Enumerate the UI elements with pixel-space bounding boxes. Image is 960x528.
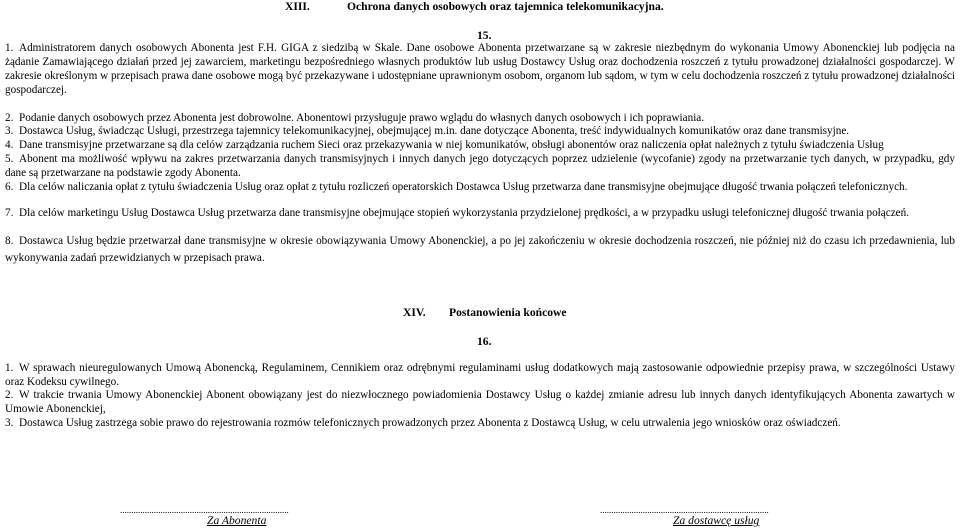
item-number: 1. <box>5 42 14 54</box>
item-text: W sprawach nieuregulowanych Umową Abonencką, Regulaminem, Cennikiem oraz odrębnymi regulaminami usług dodatkowych mają zastosowanie odpowiednie przepisy prawa, w szczególności Ustawy oraz Kodeksu cywilnego. <box>5 362 955 388</box>
item-number: 3. <box>5 125 14 137</box>
item-number: 5. <box>5 153 14 165</box>
item-text: Dostawca Usług, świadcząc Usługi, przestrzega tajemnicy telekomunikacyjnej, obejmującej m.in. dane dotyczące Abonenta, treść indywidualnych komunikatów oraz dane transmisyjne. <box>19 125 850 137</box>
list-item <box>5 41 955 97</box>
item-number: 2. <box>5 112 14 124</box>
list-item <box>5 416 955 430</box>
item-number: 4. <box>5 139 14 151</box>
item-text: Dostawca Usług będzie przetwarzał dane transmisyjne w okresie obowiązywania Umowy Abonenckiej, a po jej zakończeniu w okresie dochodzenia roszczeń, nie później niż do czasu ich przedawnienia, lub wykonywania zadań przewidzianych w przepisach prawa. <box>5 235 955 264</box>
item-text: Abonent ma możliwość wpływu na zakres przetwarzania danych transmisyjnych i innych danych jego dotyczących poprzez udzielenie (wycofanie) zgody na przetwarzanie tych danych, w przypadku, gdy dane są przetwarzane na podstawie zgody Abonenta. <box>5 153 955 179</box>
signature-line-right: ........................................................................... <box>600 505 769 515</box>
item-number: 6. <box>5 181 14 193</box>
item-text: Dostawca Usług zastrzega sobie prawo do rejestrowania rozmów telefonicznych prowadzonych przez Abonenta z Dostawcą Usług, w celu utrwalenia jego wniosków oraz oświadczeń. <box>19 417 841 429</box>
item-text: Dla celów marketingu Usług Dostawca Usług przetwarza dane transmisyjne obejmujące stopień wykorzystania przydzielonej prędkości, a w przypadku usługi telefonicznej długość trwania połączeń. <box>19 207 910 219</box>
list-item <box>5 206 955 220</box>
section-13-title: Ochrona danych osobowych oraz tajemnica telekomunikacyjna. <box>347 0 664 13</box>
section-14-number: XIV. <box>403 306 426 319</box>
item-number: 2. <box>5 389 14 401</box>
signature-line-left: ........................................................................... <box>120 505 289 515</box>
list-item <box>5 124 955 138</box>
paragraph-16: 16. <box>477 335 492 348</box>
signature-label-left: Za Abonenta <box>207 514 267 527</box>
section-14-title: Postanowienia końcowe <box>449 306 567 319</box>
item-text: Dane transmisyjne przetwarzane są dla celów zarządzania ruchem Sieci oraz przekazywania w niej komunikatów, obsługi abonentów oraz naliczenia opłat należnych z tytułu świadczenia Usług <box>19 139 884 151</box>
list-item <box>5 152 955 180</box>
item-text: Dla celów naliczania opłat z tytułu świadczenia Usług oraz opłat z tytułu rozliczeń operatorskich Dostawca Usług przetwarza dane transmisyjne obejmujące długość trwania połączeń telefonicznych. <box>19 181 908 193</box>
item-text: Administratorem danych osobowych Abonenta jest F.H. GIGA z siedzibą w Skale. Dane osobowe Abonenta przetwarzane są w zakresie niezbędnym do wykonania Umowy Abonenckiej lub podjęcia na żądanie Zamawiającego działań przed jej zawarciem, marketingu bezpośredniego własnych produktów lub usług Dostawcy Usług oraz dochodzenia roszczeń z tytułu prowadzonej działalności gospodarczej. W zakresie określonym w przepisach prawa dane osobowe mogą być przekazywane i udostępniane uprawnionym osobom, organom lub sądom, w tym w celu dochodzenia roszczeń z tytułu prowadzonej działalności gospodarczej. <box>5 42 955 96</box>
item-number: 8. <box>5 235 14 247</box>
list-item <box>5 388 955 416</box>
list-item <box>5 233 955 267</box>
list-item <box>5 138 955 152</box>
list-item <box>5 180 955 194</box>
item-text: Podanie danych osobowych przez Abonenta jest dobrowolne. Abonentowi przysługuje prawo wglądu do własnych danych osobowych i ich poprawiania. <box>19 112 705 124</box>
item-number: 1. <box>5 362 14 374</box>
list-item <box>5 111 955 125</box>
section-13-number: XIII. <box>285 0 310 13</box>
list-item <box>5 361 955 389</box>
paragraph-15: 15. <box>477 29 492 42</box>
item-number: 7. <box>5 207 14 219</box>
signature-label-right: Za dostawcę usług <box>673 514 760 527</box>
item-number: 3. <box>5 417 14 429</box>
item-text: W trakcie trwania Umowy Abonenckiej Abonent obowiązany jest do niezwłocznego powiadomienia Dostawcy Usług o każdej zmianie adresu lub innych danych identyfikujących Abonenta zawartych w Umowie Abonenckiej, <box>5 389 955 415</box>
